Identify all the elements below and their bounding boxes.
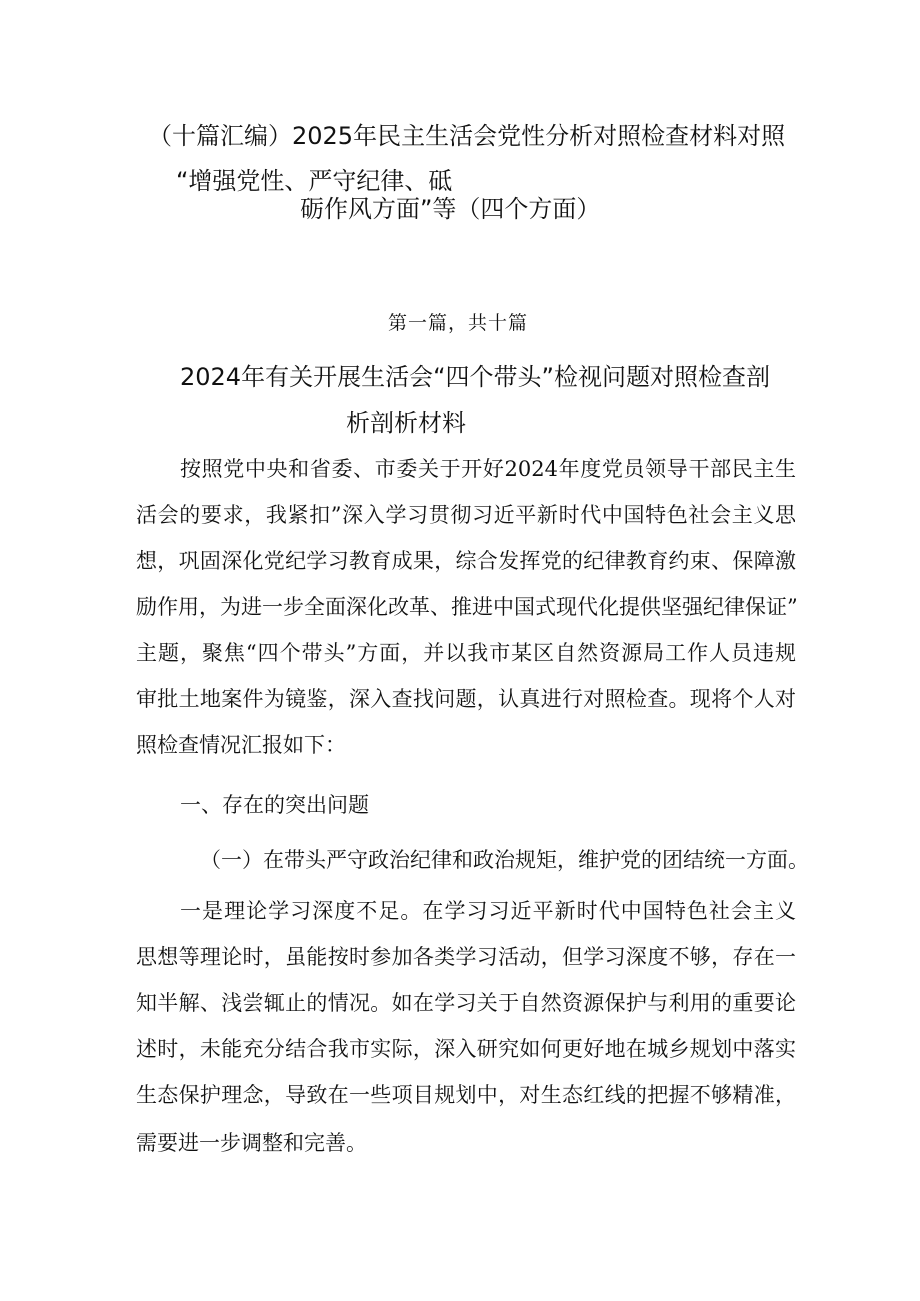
article-title-line-2: 析剖析材料 xyxy=(346,409,466,437)
paragraph-1-line-2: 活会的要求，我紧扣”深入学习贯彻习近平新时代中国特色社会主义思 xyxy=(136,503,796,527)
paragraph-1-line-5: 主题，聚焦“四个带头”方面，并以我市某区自然资源局工作人员违规 xyxy=(136,641,796,665)
paragraph-1-line-6: 审批土地案件为镜鉴，深入查找问题，认真进行对照检查。现将个人对 xyxy=(136,687,796,711)
paragraph-2-line-3: 知半解、浅尝辄止的情况。如在学习关于自然资源保护与利用的重要论 xyxy=(136,991,796,1015)
document-title-line-1: （十篇汇编）2025年民主生活会党性分析对照检查材料对照 xyxy=(148,122,786,150)
paragraph-1-line-7: 照检查情况汇报如下： xyxy=(136,733,346,757)
subsection-heading-1: （一）在带头严守政治纪律和政治规矩，维护党的团结统一方面。 xyxy=(200,848,809,872)
paragraph-2-line-2: 思想等理论时，虽能按时参加各类学习活动，但学习深度不够，存在一 xyxy=(136,945,796,969)
article-title-line-1: 2024年有关开展生活会“四个带头”检视问题对照检查剖 xyxy=(180,363,770,391)
paragraph-2-line-4: 述时，未能充分结合我市实际，深入研究如何更好地在城乡规划中落实 xyxy=(136,1037,796,1061)
paragraph-2-line-5: 生态保护理念，导致在一些项目规划中，对生态红线的把握不够精准， xyxy=(136,1083,796,1107)
part-label: 第一篇，共十篇 xyxy=(388,312,529,334)
paragraph-1-line-3: 想，巩固深化党纪学习教育成果，综合发挥党的纪律教育约束、保障激 xyxy=(136,549,796,573)
paragraph-1-line-1: 按照党中央和省委、市委关于开好2024年度党员领导干部民主生 xyxy=(180,457,796,481)
document-title-line-2: “增强党性、严守纪律、砥 xyxy=(176,167,453,195)
document-title-line-3: 砺作风方面”等（四个方面） xyxy=(300,195,601,223)
paragraph-2-line-6: 需要进一步调整和完善。 xyxy=(136,1131,367,1155)
paragraph-1-line-4: 励作用，为进一步全面深化改革、推进中国式现代化提供坚强纪律保证” xyxy=(136,595,798,619)
paragraph-2-line-1: 一是理论学习深度不足。在学习习近平新时代中国特色社会主义 xyxy=(180,899,796,923)
section-heading-1: 一、存在的突出问题 xyxy=(180,793,369,817)
